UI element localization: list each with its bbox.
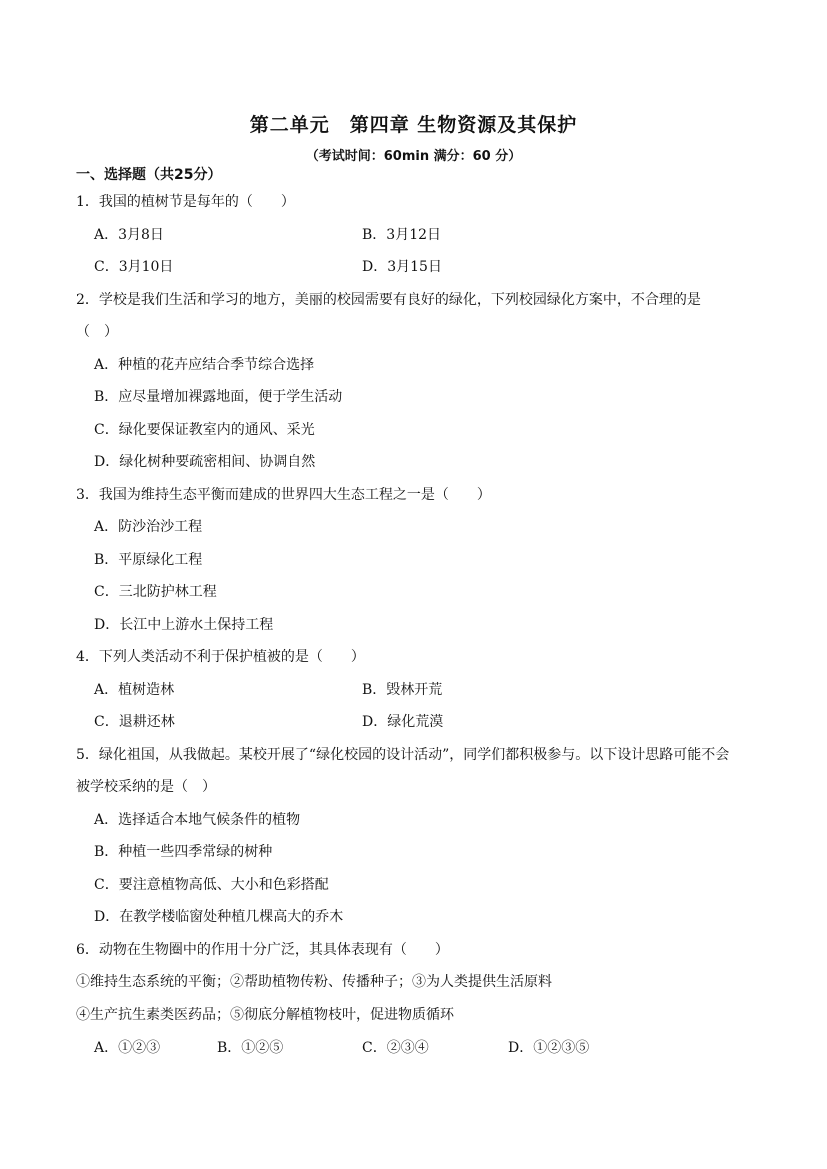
question-1-option-b: B．3月12日 <box>362 227 442 243</box>
question-6-option-d: D．①②③⑤ <box>508 1040 590 1056</box>
question-3-stem: 3．我国为维持生态平衡而建成的世界四大生态工程之一是（ ） <box>76 487 491 503</box>
question-2-option-a: A．种植的花卉应结合季节综合选择 <box>94 357 315 373</box>
question-2-stem: 2．学校是我们生活和学习的地方，美丽的校园需要有良好的绿化，下列校园绿化方案中，不合理的是 <box>76 292 701 308</box>
question-2-option-d: D．绿化树种要疏密相间、协调自然 <box>94 454 316 470</box>
question-4-option-b: B．毁林开荒 <box>362 682 443 698</box>
question-3-option-d: D．长江中上游水土保持工程 <box>94 617 274 633</box>
question-4-option-d: D．绿化荒漠 <box>362 714 444 730</box>
exam-info: （考试时间：60min 满分：60 分） <box>305 149 522 164</box>
question-5-stem: 5．绿化祖国，从我做起。某校开展了“绿化校园的设计活动”，同学们都积极参与。以下设计思路可能不会 <box>76 747 730 763</box>
question-3-option-b: B．平原绿化工程 <box>94 552 203 568</box>
question-3-option-c: C．三北防护林工程 <box>94 584 217 600</box>
question-4-option-a: A．植树造林 <box>94 682 175 698</box>
question-6-option-a: A．①②③ <box>94 1040 161 1056</box>
question-5-option-a: A．选择适合本地气候条件的植物 <box>94 812 301 828</box>
question-4-option-c: C．退耕还林 <box>94 714 175 730</box>
question-5-stem-cont: 被学校采纳的是（ ） <box>76 779 216 795</box>
question-1-option-d: D．3月15日 <box>362 259 442 275</box>
question-1-option-a: A．3月8日 <box>94 227 164 243</box>
question-2-stem-cont: （ ） <box>76 324 118 340</box>
question-6-option-c: C．②③④ <box>362 1040 429 1056</box>
question-6-stem: 6．动物在生物圈中的作用十分广泛，其具体表现有（ ） <box>76 942 449 958</box>
question-3-option-a: A．防沙治沙工程 <box>94 519 203 535</box>
page-title: 第二单元 第四章 生物资源及其保护 <box>249 114 578 136</box>
question-2-option-b: B．应尽量增加裸露地面，便于学生活动 <box>94 389 343 405</box>
question-6-option-b: B．①②⑤ <box>217 1040 284 1056</box>
question-6-statements-2: ④生产抗生素类医药品；⑤彻底分解植物枝叶，促进物质循环 <box>76 1007 454 1023</box>
question-5-option-b: B．种植一些四季常绿的树种 <box>94 844 273 860</box>
section-heading: 一、选择题（共25分） <box>76 167 222 183</box>
question-4-stem: 4．下列人类活动不利于保护植被的是（ ） <box>76 649 365 665</box>
question-1-option-c: C．3月10日 <box>94 259 174 275</box>
question-6-statements-1: ①维持生态系统的平衡；②帮助植物传粉、传播种子；③为人类提供生活原料 <box>76 974 552 990</box>
question-2-option-c: C．绿化要保证教室内的通风、采光 <box>94 422 315 438</box>
question-5-option-c: C．要注意植物高低、大小和色彩搭配 <box>94 877 329 893</box>
question-1-stem: 1．我国的植树节是每年的（ ） <box>76 194 295 210</box>
question-5-option-d: D．在教学楼临窗处种植几棵高大的乔木 <box>94 909 344 925</box>
